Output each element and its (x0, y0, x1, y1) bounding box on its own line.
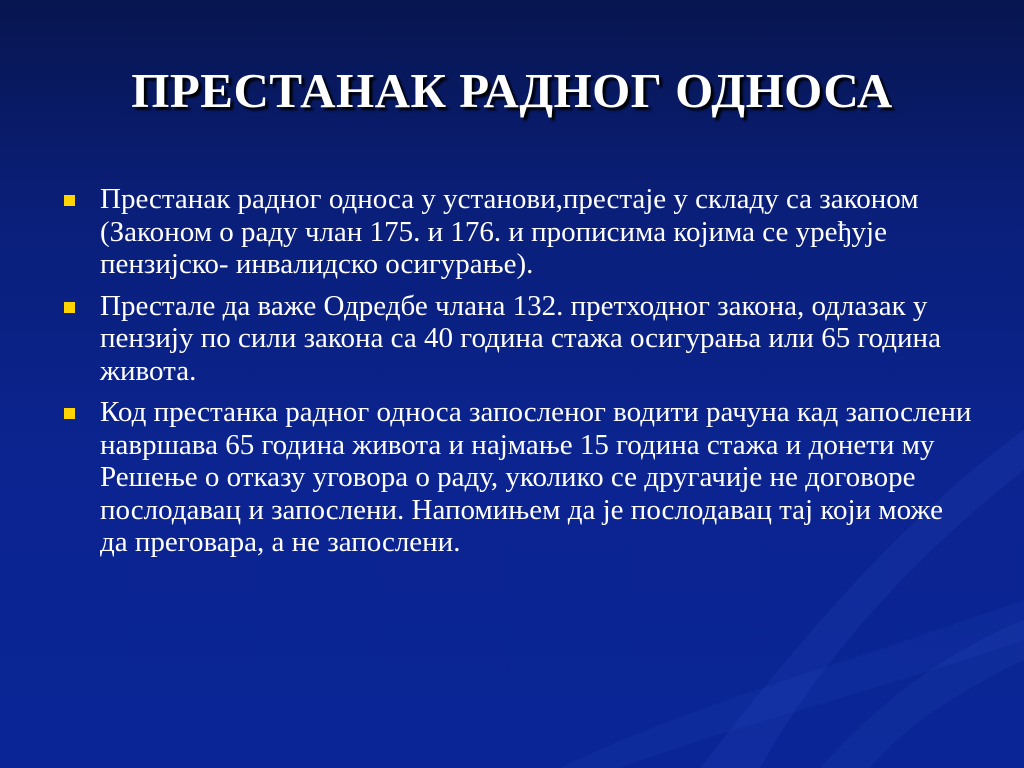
bullet-text: Код престанка радног односа запосленог водити рачуна кад запослени навршава 65 година живота и најмање 15 година стажа и донети му Решење о отказу уговора о раду, уколико се другачије не договоре послодавац и запослени. Напомињем да је послодавац тај који може да преговара, а не запослени. (100, 396, 972, 558)
list-item (62, 290, 972, 388)
square-bullet-icon (64, 195, 75, 206)
slide-title: ПРЕСТАНАК РАДНОГ ОДНОСА (131, 63, 893, 118)
list-item (62, 396, 972, 559)
list-item (62, 183, 972, 281)
square-bullet-icon (64, 408, 75, 419)
bullet-text: Престале да важе Одредбе члана 132. претходног закона, одлазак у пензију по сили закона са 40 година стажа осигурања или 65 година живота. (100, 289, 941, 387)
bullet-text: Престанак радног односа у установи,престаје у складу са законом (Законом о раду члан 175. и 176. и прописима којима се уређује пензијско- инвалидско осигурање). (100, 183, 919, 280)
square-bullet-icon (64, 302, 75, 313)
bullet-list (62, 183, 972, 568)
